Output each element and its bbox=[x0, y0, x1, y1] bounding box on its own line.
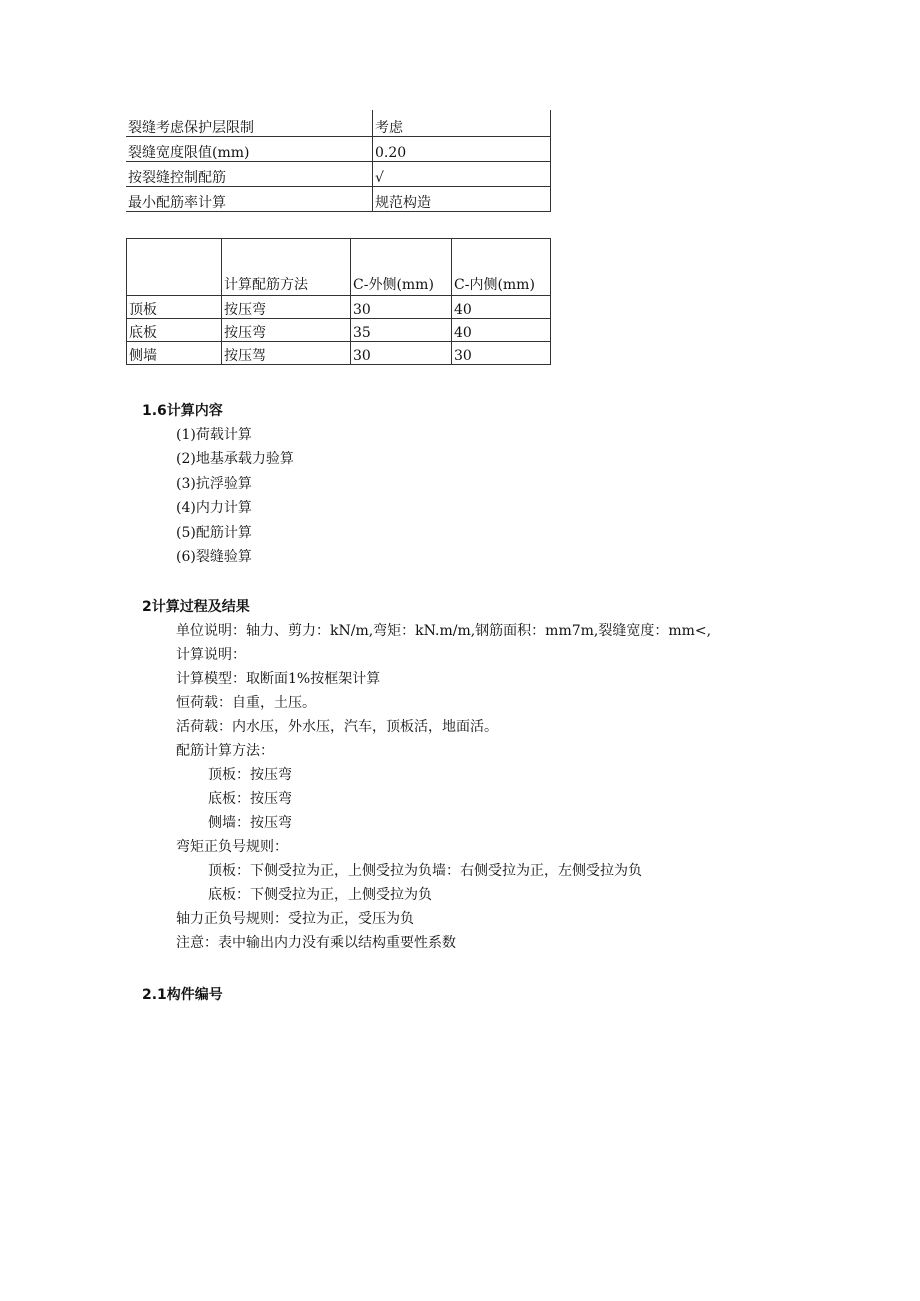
member-name: 底板 bbox=[127, 319, 222, 342]
param-value: 0.20 bbox=[373, 137, 551, 162]
paragraph-line: 注意：表中输出内力没有乘以结构重要性系数 bbox=[176, 935, 456, 951]
paragraph-line: 计算说明： bbox=[176, 647, 246, 663]
paragraph-line: 计算模型：取断面1%按框架计算 bbox=[176, 671, 381, 687]
list-item: (1)荷载计算 bbox=[176, 427, 252, 443]
section-heading-2: 2计算过程及结果 bbox=[142, 599, 250, 615]
design-parameters-table bbox=[126, 110, 551, 212]
member-name: 顶板 bbox=[127, 296, 222, 319]
reinforcement-method-table bbox=[126, 238, 551, 365]
section-heading-1-6: 1.6计算内容 bbox=[142, 403, 223, 419]
list-item: (4)内力计算 bbox=[176, 500, 252, 516]
table-row bbox=[126, 187, 551, 212]
method-cell: 按压驾 bbox=[222, 342, 351, 365]
param-label: 裂缝考虑保护层限制 bbox=[126, 110, 373, 137]
method-cell: 按压弯 bbox=[222, 296, 351, 319]
param-value: √ bbox=[373, 162, 551, 187]
paragraph-line: 顶板：下侧受拉为正，上侧受拉为负墙：右侧受拉为正，左侧受拉为负 bbox=[208, 863, 642, 879]
list-item: (3)抗浮验算 bbox=[176, 476, 252, 492]
paragraph-line: 恒荷载：自重，土压。 bbox=[176, 695, 316, 711]
table-row bbox=[126, 162, 551, 187]
param-label: 裂缝宽度限值(mm) bbox=[126, 137, 373, 162]
paragraph-line: 弯矩正负号规则： bbox=[176, 839, 288, 855]
section-heading-2-1: 2.1构件编号 bbox=[142, 987, 223, 1003]
list-item: (6)裂缝验算 bbox=[176, 549, 252, 565]
header-cell: 计算配筋方法 bbox=[222, 239, 351, 296]
param-label: 最小配筋率计算 bbox=[126, 187, 373, 212]
param-value: 规范构造 bbox=[373, 187, 551, 212]
cover-inner-cell: 40 bbox=[452, 296, 551, 319]
cover-outer-cell: 30 bbox=[351, 296, 452, 319]
header-cell bbox=[127, 239, 222, 296]
table-row bbox=[126, 137, 551, 162]
paragraph-line: 侧墙：按压弯 bbox=[208, 815, 292, 831]
cover-outer-cell: 30 bbox=[351, 342, 452, 365]
paragraph-line: 底板：按压弯 bbox=[208, 791, 292, 807]
header-cell: C-外侧(mm) bbox=[351, 239, 452, 296]
list-item: (2)地基承载力验算 bbox=[176, 451, 294, 467]
cover-inner-cell: 40 bbox=[452, 319, 551, 342]
paragraph-line: 配筋计算方法： bbox=[176, 743, 274, 759]
table-row bbox=[127, 342, 551, 365]
paragraph-line: 顶板：按压弯 bbox=[208, 767, 292, 783]
param-value: 考虑 bbox=[373, 110, 551, 137]
list-item: (5)配筋计算 bbox=[176, 525, 252, 541]
paragraph-line: 活荷载：内水压，外水压，汽车，顶板活，地面活。 bbox=[176, 719, 498, 735]
table-row bbox=[127, 319, 551, 342]
cover-inner-cell: 30 bbox=[452, 342, 551, 365]
table-row bbox=[127, 296, 551, 319]
paragraph-line: 单位说明：轴力、剪力：kN/m,弯矩：kN.m/m,钢筋面积：mm7m,裂缝宽度：mm<, bbox=[176, 623, 712, 639]
member-name: 侧墙 bbox=[127, 342, 222, 365]
cover-outer-cell: 35 bbox=[351, 319, 452, 342]
paragraph-line: 底板：下侧受拉为正，上侧受拉为负 bbox=[208, 887, 432, 903]
param-label: 按裂缝控制配筋 bbox=[126, 162, 373, 187]
table-header-row bbox=[127, 239, 551, 296]
paragraph-line: 轴力正负号规则：受拉为正，受压为负 bbox=[176, 911, 414, 927]
method-cell: 按压弯 bbox=[222, 319, 351, 342]
header-cell: C-内侧(mm) bbox=[452, 239, 551, 296]
table-row bbox=[126, 110, 551, 137]
